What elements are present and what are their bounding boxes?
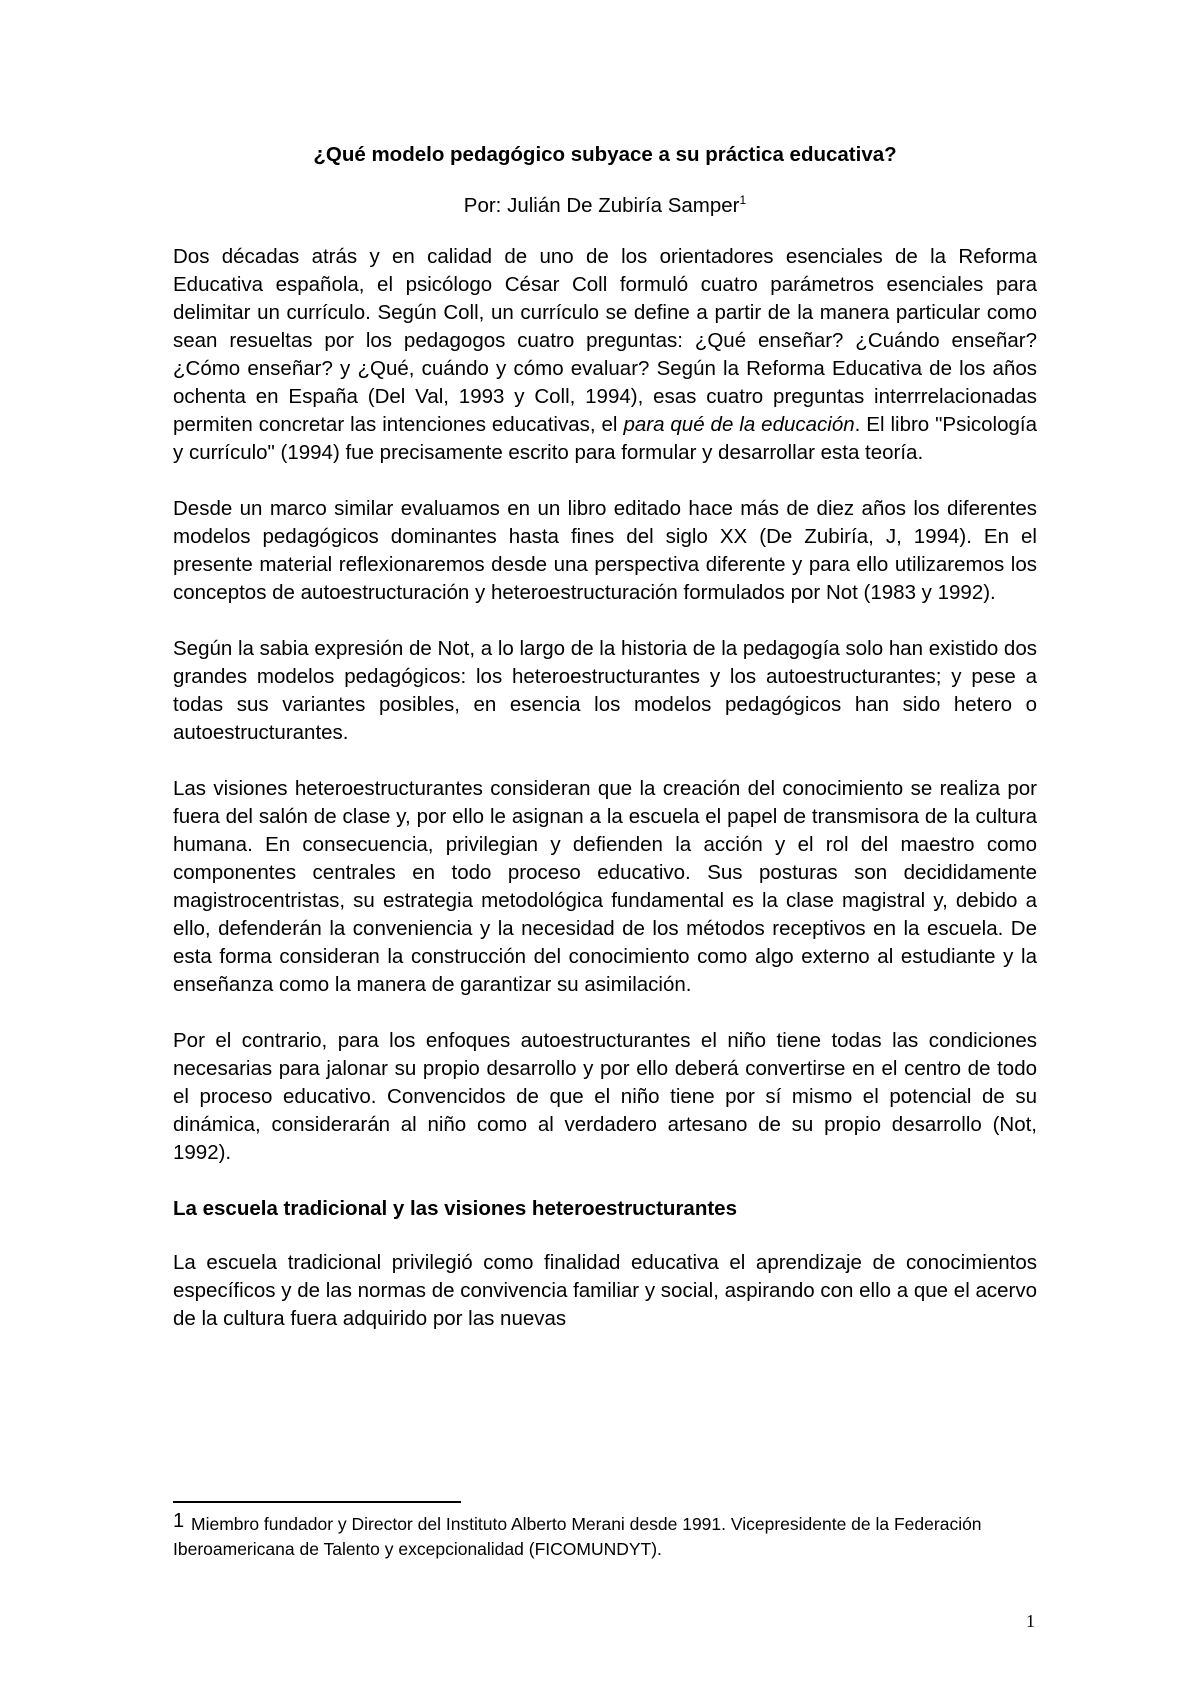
footnote-number: 1 [173, 1510, 185, 1532]
paragraph-curriculum [173, 243, 1037, 467]
paragraph-autoestructurantes: Por el contrario, para los enfoques autoestructurantes el niño tiene todas las condiciones necesarias para jalonar su propio desarrollo y por ello deberá convertirse en el centro de todo el proceso educativo. Convencidos de que el niño tiene por sí mismo el potencial de su dinámica, considerarán al niño como al verdadero artesano de su propio desarrollo (Not, 1992). [173, 1029, 1037, 1164]
section-heading: La escuela tradicional y las visiones heteroestructurantes [173, 1197, 737, 1220]
author-line [173, 192, 1037, 220]
paragraph-curriculum-part1: Dos décadas atrás y en calidad de uno de los orientadores esenciales de la Reforma Educativa española, el psicólogo César Coll formuló cuatro parámetros esenciales para delimitar un currículo. Según Coll, un currículo se define a partir de la manera particular como sean resueltas por los pedagogos cuatro preguntas: ¿Qué enseñar? ¿Cuándo enseñar? ¿Cómo enseñar? y ¿Qué, cuándo y cómo evaluar? Según la Reforma Educativa de los años ochenta en España (Del Val, 1993 y Coll, 1994), esas cuatro preguntas interrrelacionadas permiten concretar las intenciones educativas, el [173, 245, 1037, 436]
paragraph-heteroestructurantes: Las visiones heteroestructurantes consideran que la creación del conocimiento se realiza por fuera del salón de clase y, por ello le asignan a la escuela el papel de transmisora de la cultura humana. En consecuencia, privilegian y defienden la acción y el rol del maestro como componentes centrales en todo proceso educativo. Sus posturas son decididamente magistrocentristas, su estrategia metodológica fundamental es la clase magistral y, debido a ello, defenderán la conveniencia y la necesidad de los métodos receptivos en la escuela. De esta forma consideran la construcción del conocimiento como algo externo al estudiante y la enseñanza como la manera de garantizar su asimilación. [173, 777, 1037, 996]
footnote [173, 1509, 1037, 1562]
paragraph-curriculum-part2: . El libro "Psicología y currículo" (1994) fue precisamente escrito para formular y desarrollar esta teoría. [173, 413, 1037, 464]
page-number: 1 [1026, 1611, 1035, 1631]
author-footnote-marker: 1 [739, 193, 747, 208]
paragraph-curriculum-italic: para qué de la educación [623, 413, 855, 436]
paragraph-not-expression: Según la sabia expresión de Not, a lo largo de la historia de la pedagogía solo han existido dos grandes modelos pedagógicos: los heteroestructurantes y los autoestructurantes; y pese a todas sus variantes posibles, en esencia los modelos pedagógicos han sido hetero o autoestructurantes. [173, 637, 1037, 744]
document-title: ¿Qué modelo pedagógico subyace a su práctica educativa? [313, 143, 897, 166]
paragraph-models: Desde un marco similar evaluamos en un libro editado hace más de diez años los diferentes modelos pedagógicos dominantes hasta fines del siglo XX (De Zubiría, J, 1994). En el presente material reflexionaremos desde una perspectiva diferente y para ello utilizaremos los conceptos de autoestructuración y heteroestructuración formulados por Not (1983 y 1992). [173, 497, 1037, 604]
paragraph-escuela-tradicional: La escuela tradicional privilegió como finalidad educativa el aprendizaje de conocimientos específicos y de las normas de convivencia familiar y social, aspirando con ello a que el acervo de la cultura fuera adquirido por las nuevas [173, 1251, 1037, 1330]
footnote-text: Miembro fundador y Director del Instituto Alberto Merani desde 1991. Vicepresidente de la Federación Iberoamericana de Talento y excepcionalidad (FICOMUNDYT). [173, 1514, 982, 1559]
footnote-divider [173, 1501, 461, 1503]
document-body [173, 141, 1037, 1333]
author-name: Por: Julián De Zubiría Samper [463, 194, 740, 217]
